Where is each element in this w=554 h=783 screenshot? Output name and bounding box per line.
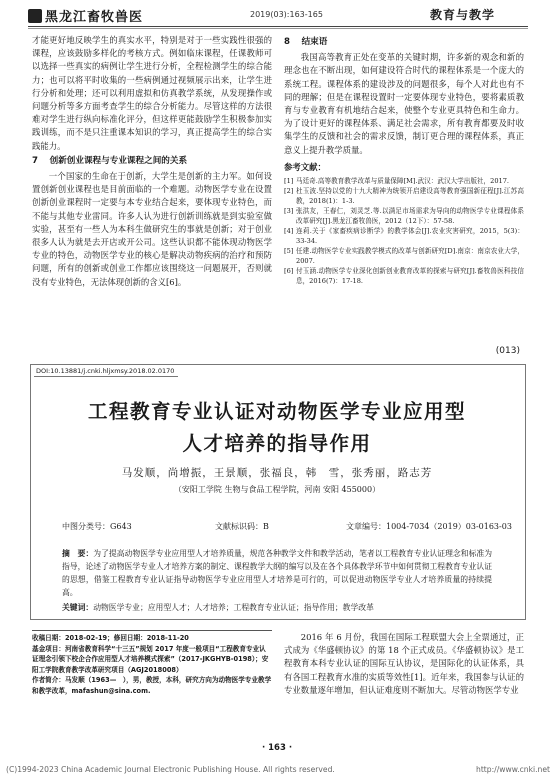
affiliation: （安阳工学院 生物与食品工程学院，河南 安阳 455000） <box>173 485 381 494</box>
copyright-text: (C)1994-2023 China Academic Journal Electronic Publishing House. All rights reserved. <box>6 765 335 774</box>
references-title: 参考文献： <box>284 161 326 172</box>
page-header <box>0 0 554 30</box>
cnki-url[interactable]: http://www.cnki.net <box>476 765 550 774</box>
article-title-line2: 人才培养的指导作用 <box>182 432 372 455</box>
reference-item <box>284 206 524 226</box>
reference-list <box>284 176 524 286</box>
document-code: 文献标识码：B <box>215 522 269 531</box>
left-column <box>32 34 272 289</box>
page-number: · 163 · <box>261 743 293 753</box>
fund-info: 基金项目：河南省教育科学“十三五”规划 2017 年度一般项目“工程教育专业认证理念引领下校企合作应用型人才培养模式探索”（2017-JKGHYB-0198）；安阳工学院教育教学改革研究项目（AGJ2018008） <box>32 644 269 674</box>
received-date: 收稿日期：2018-02-19；修回日期：2018-11-20 <box>32 634 189 642</box>
body-paragraph: 才能更好地反映学生的真实水平，特别是对于一些实践性很强的课程，应该鼓励多样化的考核方式。例如临床课程，任课教师可以选择一些真实的病例让学生进行分析，全程检测学生的综合能力；也可以将平时收集的一些病例通过视频展示出来，让学生进行分析和处理；还可以利用虚拟和仿真教学系统，从发现操作或问题分析等多方面考查学生的综合分析能力。尽管这样的方法很难对学生进行纵向标准化评分，但这样更能鼓励学生积极参加实践训练，而不是只注重课本知识的学习，真正提高学生的综合实践能力。 <box>32 35 272 151</box>
doi: DOI:10.13881/j.cnki.hljxmsy.2018.02.0170 <box>34 366 178 377</box>
section-heading-7: 7 创新创业课程与专业课程之间的关系 <box>32 155 188 166</box>
reference-text: 连莉.关于《家畜疾病诊断学》的教学体会[J].农业灾害研究，2015，5(3)：33-34. <box>296 227 524 246</box>
clc-number: 中图分类号：G643 <box>62 522 132 531</box>
article-number: 文章编号：1004-7034（2019）03-0163-03 <box>346 522 512 531</box>
reference-text: 张洪友，王春仁，刘灵芝.等.以满足市场需求为导向的动物医学专业课程体系改革研究[J].黑龙江畜牧兽医，2012（12下）：57-58. <box>296 207 524 226</box>
journal-name: 黑龙江畜牧兽医 <box>45 10 144 25</box>
page-code: (013) <box>495 346 520 356</box>
reference-number: [2] <box>284 187 294 196</box>
reference-item <box>284 176 524 186</box>
reference-number: [6] <box>284 267 294 276</box>
journal-logo-icon <box>28 9 42 23</box>
abstract-text: 为了提高动物医学专业应用型人才培养质量，规范各种教学文件和教学活动，笔者以工程教育专业认证理念和标准为指导，论述了动物医学专业人才培养方案的制定、课程教学大纲的编写以及在各个具体教学环节中如何贯彻工程教育专业认证的思想，借鉴工程教育专业认证指导动物医学专业应用型人才培养是可行的，可以促进动物医学专业人才培养质量的持续提高。 <box>62 549 493 597</box>
abstract-label: 摘 要： <box>62 549 94 558</box>
reference-number: [1] <box>284 177 294 186</box>
journal-logo <box>28 6 143 25</box>
reference-text: 马廷奇.高等教育教学改革与质量保障[M].武汉：武汉大学出版社，2017. <box>296 177 509 186</box>
keywords-label: 关键词： <box>62 603 94 612</box>
reference-number: [3] <box>284 207 294 216</box>
intro-paragraph: 2016 年 6 月份，我国在国际工程联盟大会上全票通过，正式成为《华盛顿协议》的第 18 个正式成员。《华盛顿协议》是工程教育本科专业认证的国际互认协议，是国际化的认证体系，具有各国工程教育水准的实质等效性[1]。近年来，我国参与认证的专业数量逐年增加，但认证难度则不断加大。尽管动物医学专业 <box>284 632 524 695</box>
section-tag: 教育与教学 <box>430 8 496 22</box>
footnote <box>32 633 272 696</box>
reference-item <box>284 186 524 206</box>
reference-number: [4] <box>284 227 294 236</box>
body-paragraph: 我国高等教育正处在变革的关键时期，许多新的观念和新的理念也在不断出现，如何建设符合时代的课程体系是一个庞大的系统工程。课程体系的建设涉及的问题很多，每个人对此也有不同的理解；但是在课程设置时一定要体现专业特色，要将素质教育与专业教育有机地结合起来，使整个专业更具特色和生命力。为了设计更好的课程体系、满足社会需求，所有教育都要及时收集学生的反馈和社会的需求反馈，制订更合理的课程体系，真正意义上提升教学质量。 <box>284 52 524 155</box>
article-title-line1: 工程教育专业认证对动物医学专业应用型 <box>87 400 466 423</box>
authors: 马发顺，尚增振，王景顺，张福良，韩 雪，张秀丽，路志芳 <box>121 467 433 479</box>
reference-number: [5] <box>284 247 294 256</box>
reference-text: 任建.动物医学专业实践教学模式的改革与创新研究[D].南京：南京农业大学，2007. <box>296 247 524 266</box>
body-paragraph: 一个国家的生命在于创新，大学生是创新的主力军。如何设置创新创业课程也是目前面临的一个难题。动物医学专业在设置创新创业课程时一定要与本专业结合起来，要体现专业特色，而不能与其他专业雷同。许多人认为进行创新训练就是到实验室做实验，甚至有一些人为本科生做研究生的事就是创新；对于创业很多人认为就是去开店或开公司。这些认识都不能体现动物医学专业的特色，动物医学专业的核心是解决动物疾病的治疗和预防问题，所有的创新或创业工作都应该围绕这一问题展开，否则就没有专业特色，无法体现创新的含义[6]。 <box>32 171 272 287</box>
author-bio: 作者简介：马发顺（1963— ），男，教授，本科，研究方向为动物医学专业教学和教学改革，mafashun@sina.com. <box>32 676 272 695</box>
copyright-footer <box>6 765 550 774</box>
section-heading-8: 8 结束语 <box>284 37 328 47</box>
abstract <box>62 547 492 599</box>
keywords <box>62 602 492 613</box>
reference-item <box>284 266 524 286</box>
keywords-text: 动物医学专业；应用型人才；人才培养；工程教育专业认证；指导作用；教学改革 <box>93 603 374 612</box>
reference-text: 杜玉波.坚持以党的十九大精神为统领开启建设高等教育强国新征程[J].江苏高教，2018(1)：1-3. <box>296 187 524 206</box>
reference-item <box>284 246 524 266</box>
issue-info: 2019(03):163-165 <box>250 10 323 19</box>
header-rule-thin <box>28 28 528 29</box>
header-rule <box>28 26 528 27</box>
right-column <box>284 34 524 286</box>
reference-text: 付玉涵.动物医学专业深化创新创业教育改革的探索与研究[J].畜牧兽医科技信息，2016(7)：17-18. <box>296 267 524 286</box>
reference-item <box>284 226 524 246</box>
footnote-rule <box>32 630 272 631</box>
